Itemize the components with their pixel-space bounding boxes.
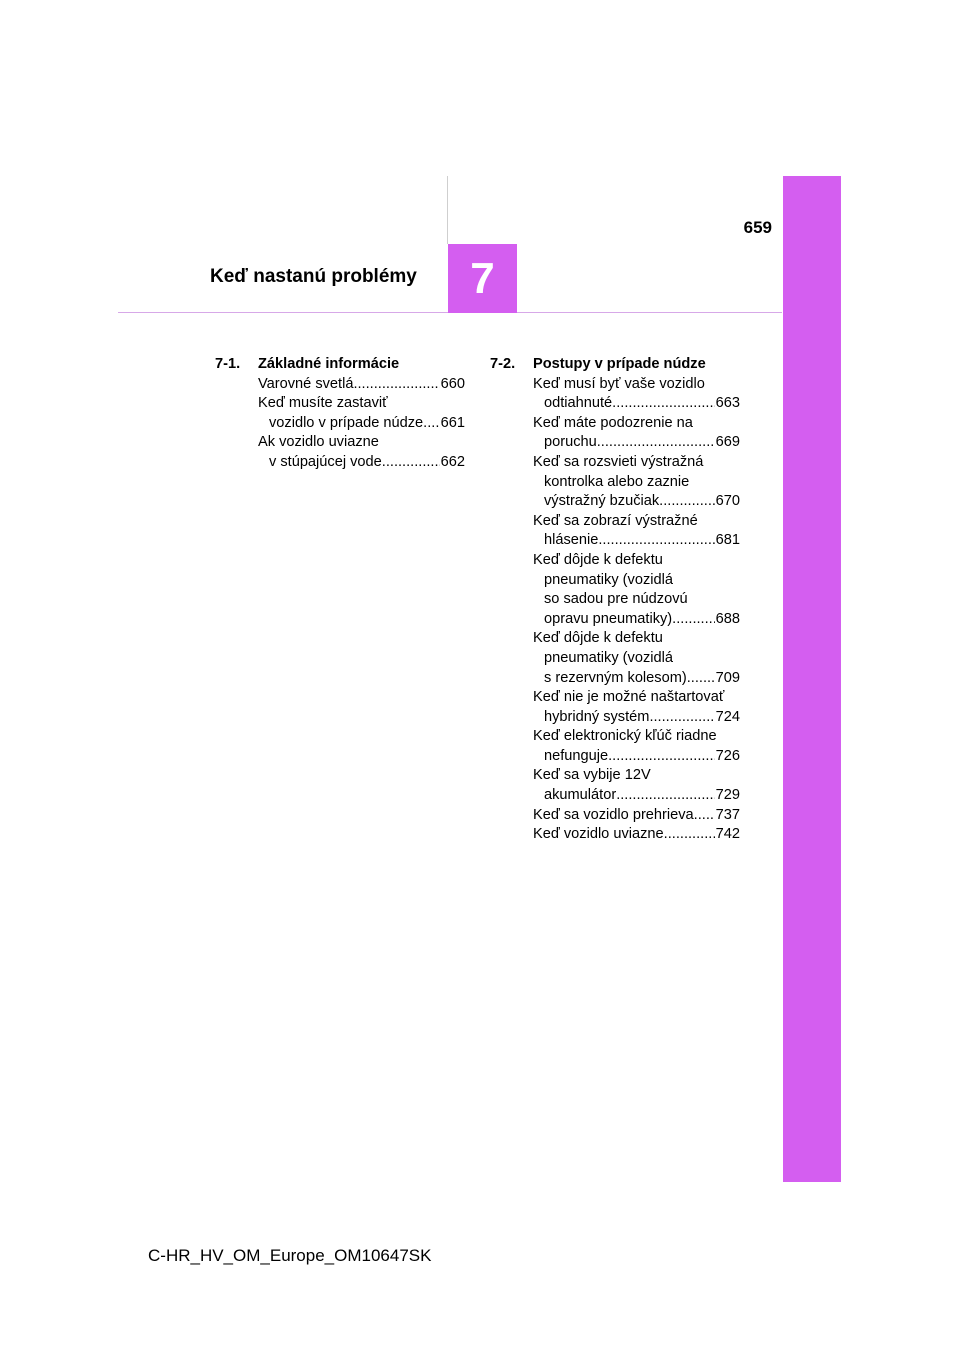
section-title: Základné informácie [258, 356, 400, 372]
toc-entry[interactable] [533, 825, 740, 845]
toc-entry-line: pneumatiky (vozidlá [544, 649, 673, 666]
toc-entry-leader-line [533, 806, 740, 826]
toc-entry-leader-line [533, 786, 740, 806]
toc-entry-leader-line [533, 825, 740, 845]
toc-entry-page: 661 [440, 414, 465, 431]
toc-entry-line: pneumatiky (vozidlá [544, 571, 673, 588]
toc-entry-leader-line [258, 414, 465, 434]
toc-entry[interactable] [533, 727, 740, 766]
dot-leader [659, 492, 714, 512]
toc-entry-leader-line [533, 492, 740, 512]
toc-entry-label: Keď sa vozidlo prehrieva [533, 806, 694, 823]
toc-entry[interactable] [533, 512, 740, 551]
toc-entry[interactable] [533, 551, 740, 629]
toc-entry[interactable] [533, 375, 740, 414]
toc-entry-line: Keď nie je možné naštartovať [533, 689, 725, 706]
toc-entry-page: 729 [715, 787, 740, 804]
toc-entry-page: 660 [440, 375, 465, 392]
toc-entry-label: nefunguje [544, 747, 609, 764]
toc-entry-page: 742 [715, 826, 740, 843]
toc-entry-leader-line [533, 669, 740, 689]
chapter-number: 7 [470, 253, 495, 303]
section-number: 7-1. [215, 356, 241, 372]
toc-entry-page: 662 [440, 453, 465, 470]
toc-column-right [490, 355, 740, 845]
toc-entry-page: 709 [715, 669, 740, 686]
section-heading [490, 355, 740, 375]
section-heading [215, 355, 465, 375]
header-divider [447, 176, 448, 244]
toc-entry-leader-line [533, 531, 740, 551]
toc-entry-label: v stúpajúcej vode [269, 453, 382, 470]
toc-entry-page: 688 [715, 610, 740, 627]
dot-leader [672, 610, 714, 630]
chapter-number-box [448, 244, 517, 313]
toc-entry-line: kontrolka alebo zaznie [544, 473, 690, 490]
toc-entry-page: 663 [715, 395, 740, 412]
toc-entry-page: 670 [715, 493, 740, 510]
dot-leader [598, 531, 714, 551]
toc-entry-leader-line [533, 747, 740, 767]
toc-entry-leader-line [533, 433, 740, 453]
chapter-side-tab [783, 176, 841, 1182]
toc-entry-page: 737 [715, 806, 740, 823]
toc-entry-line: so sadou pre núdzovú [544, 591, 688, 608]
dot-leader [612, 394, 714, 414]
dot-leader [382, 453, 440, 473]
toc-entry-line: Keď sa vybije 12V [533, 767, 651, 784]
toc-entry-label: s rezervným kolesom) [544, 669, 687, 686]
toc-entry[interactable] [258, 394, 465, 433]
toc-entry-label: akumulátor [544, 787, 617, 804]
toc-entry[interactable] [258, 433, 465, 472]
toc-entry[interactable] [533, 766, 740, 805]
dot-leader [649, 708, 714, 728]
toc-entry-label: vozidlo v prípade núdze [269, 414, 424, 431]
toc-entry-page: 681 [715, 532, 740, 549]
toc-entry[interactable] [533, 453, 740, 512]
footer-doc-id: C-HR_HV_OM_Europe_OM10647SK [148, 1246, 432, 1265]
toc-entry-line: Keď musíte zastaviť [258, 395, 388, 412]
toc-entry[interactable] [533, 629, 740, 688]
toc-entry[interactable] [533, 688, 740, 727]
dot-leader [423, 414, 439, 434]
toc-entries [215, 375, 465, 473]
page-number: 659 [743, 218, 772, 237]
toc-entry-page: 669 [715, 434, 740, 451]
section-number: 7-2. [490, 356, 516, 372]
toc-entry-page: 724 [715, 708, 740, 725]
toc-entry-line: Keď sa rozsvieti výstražná [533, 453, 704, 470]
toc-entry[interactable] [258, 375, 465, 395]
toc-entry-line: Keď dôjde k defektu [533, 630, 663, 647]
dot-leader [687, 669, 715, 689]
toc-entry-label: výstražný bzučiak [544, 493, 660, 510]
toc-entry-label: opravu pneumatiky) [544, 610, 673, 627]
dot-leader [597, 433, 715, 453]
dot-leader [694, 806, 715, 826]
toc-entry[interactable] [533, 414, 740, 453]
dot-leader [616, 786, 714, 806]
toc-entry-label: hlásenie [544, 532, 599, 549]
toc-entry-label: odtiahnuté [544, 395, 613, 412]
toc-entry-line: Keď musí byť vaše vozidlo [533, 375, 705, 392]
toc-entry[interactable] [533, 806, 740, 826]
toc-entry-line: Keď elektronický kľúč riadne [533, 728, 717, 745]
toc-entry-leader-line [533, 708, 740, 728]
toc-entry-label: Varovné svetlá [258, 375, 354, 392]
toc-entry-line: Keď máte podozrenie na [533, 414, 693, 431]
toc-entry-leader-line [533, 610, 740, 630]
toc-column-left [215, 355, 465, 473]
dot-leader [608, 747, 715, 767]
toc-entry-line: Keď sa zobrazí výstražné [533, 512, 698, 529]
toc-entries [490, 375, 740, 845]
toc-entry-page: 726 [715, 747, 740, 764]
toc-entry-leader-line [533, 394, 740, 414]
toc-entry-label: hybridný systém [544, 708, 650, 725]
toc-entry-line: Keď dôjde k defektu [533, 551, 663, 568]
toc-entry-label: poruchu [544, 434, 597, 451]
toc-entry-leader-line [258, 453, 465, 473]
dot-leader [664, 825, 715, 845]
section-title: Postupy v prípade núdze [533, 356, 706, 372]
dot-leader [353, 375, 439, 395]
toc-entry-line: Ak vozidlo uviazne [258, 434, 379, 451]
toc-entry-label: Keď vozidlo uviazne [533, 826, 664, 843]
toc-entry-leader-line [258, 375, 465, 395]
chapter-title: Keď nastanú problémy [210, 266, 417, 287]
